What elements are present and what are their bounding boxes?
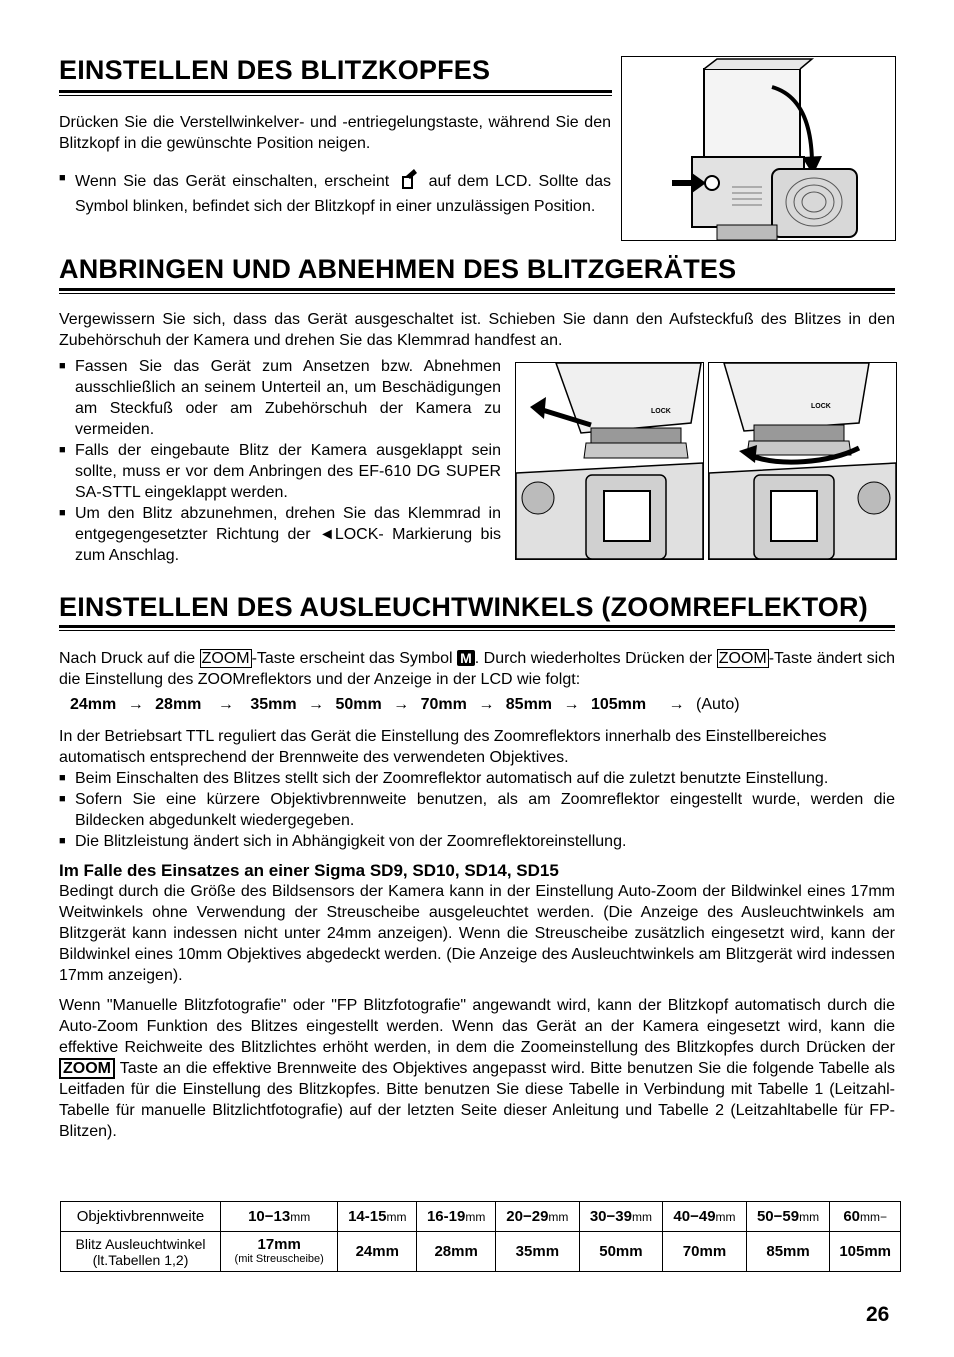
table-cell: 40−49mm [663, 1202, 747, 1232]
arrow-icon: → [217, 696, 234, 713]
zoom-step-auto: (Auto) [696, 696, 740, 713]
page-number: 26 [866, 1303, 890, 1326]
arrow-icon: → [127, 696, 144, 713]
section1-rule [59, 90, 612, 96]
zoom-key-label: ZOOM [201, 650, 250, 667]
table-cell: 85mm [746, 1232, 830, 1272]
section1-paragraph: Drücken Sie die Verstellwinkelver- und -entriegelungstaste, während Sie den Blitzkopf in die gewünschte Position neigen. [59, 114, 611, 152]
section1-bullet [59, 168, 611, 217]
table-cell: 10−13mm [221, 1202, 338, 1232]
p1-text-c: . Durch wiederholtes Drücken der [474, 650, 713, 667]
section3-body [59, 726, 895, 1142]
table-cell: 30−39mm [579, 1202, 663, 1232]
manual-m-icon: M [457, 650, 475, 666]
section1-bullet-text-a: Wenn Sie das Gerät einschalten, erscheint [75, 173, 390, 190]
table-cell: 17mm (mit Streuscheibe) [221, 1232, 338, 1272]
arrow-icon: → [308, 696, 325, 713]
table-cell: 70mm [663, 1232, 747, 1272]
section1-bullet-text-b: auf dem LCD. Sollte das Symbol blinken, befindet sich der Blitzkopf in einer unzulässigen Position. [75, 173, 612, 215]
table-cell: 14-15mm [338, 1202, 417, 1232]
section3-bullet: ■ Die Blitzleistung ändert sich in Abhängigkeit von der Zoomreflektoreinstellung. [59, 831, 895, 852]
zoom-step: 24mm [70, 696, 117, 713]
table-header-focal-length: Objektivbrennweite [61, 1202, 221, 1232]
zoom-guide-table [60, 1201, 901, 1272]
p4-text-b: Taste an die effektive Brennweite des Objektives angepasst wird. Bitte benutzen Sie die folgende Tabelle als Leitfaden für die Einstellung des Blitzkopfes. Bitte benutzen Sie diese Tabelle in Verbindung mit Tabelle 1 (Leitzahl-Tabelle für manuelle Blitzlichtfotografie) auf der letzten Seite dieser Anleitung und Tabelle 2 (Leitzahltabelle für FP-Blitzen). [59, 1060, 896, 1140]
sigma-subheading: Im Falle des Einsatzes an einer Sigma SD9, SD10, SD14, SD15 [59, 861, 559, 880]
section2-rule [59, 288, 895, 294]
table-row [61, 1232, 901, 1272]
zoom-key-label: ZOOM [718, 650, 767, 667]
table-cell: 105mm [830, 1232, 901, 1272]
section2-title: ANBRINGEN UND ABNEHMEN DES BLITZGERÄTES [59, 254, 737, 284]
arrow-icon: → [668, 696, 685, 713]
section2-bullet: ■ Fassen Sie das Gerät zum Ansetzen bzw. Abnehmen ausschließlich an seinem Unterteil an, um Beschädigungen am Steckfuß oder am Zubehörschuh der Kamera zu vermeiden. [59, 356, 501, 440]
lock-label: LOCK [811, 403, 831, 410]
section3-bullet: ■ Sofern Sie eine kürzere Objektivbrennweite benutzen, als am Zoomreflektor eingestellt wurde, werden die Bildecken abgedunkelt wiedergegeben. [59, 789, 895, 831]
arrow-icon: → [393, 696, 410, 713]
section3-bullet: ■ Beim Einschalten des Blitzes stellt sich der Zoomreflektor automatisch auf die zuletzt benutzte Einstellung. [59, 768, 895, 789]
p1-text-d: -Taste ändert sich die Einstellung des ZOOMreflektors und der Anzeige in der LCD wie folgt: [59, 650, 896, 688]
p1-text-a: Nach Druck auf die [59, 650, 196, 667]
table-cell: 16-19mm [417, 1202, 496, 1232]
section1-title: EINSTELLEN DES BLITZKOPFES [59, 55, 491, 85]
section3-paragraph1 [59, 648, 895, 690]
zoom-step: 85mm [505, 696, 553, 713]
flash-mount-lock-image [708, 362, 897, 560]
arrow-icon: → [478, 696, 495, 713]
zoom-step: 50mm [335, 696, 382, 713]
section2-paragraph: Vergewissern Sie sich, dass das Gerät ausgeschaltet ist. Schieben Sie dann den Aufsteckfuß des Blitzes in den Zubehörschuh der Kamera und drehen Sie das Klemmrad handfest an. [59, 311, 895, 349]
flash-head-tilt-image [621, 56, 896, 241]
lock-label: LOCK [651, 408, 671, 415]
section2-bullet: ■ Falls der eingebaute Blitz der Kamera ausgeklappt sein sollte, muss er vor dem Anbringen des EF-610 DG SUPER SA-STTL eingeklappt werden. [59, 440, 501, 503]
arrow-icon: → [563, 696, 580, 713]
table-cell: 20−29mm [496, 1202, 580, 1232]
table-cell: 28mm [417, 1232, 496, 1272]
zoom-step: 35mm [250, 696, 297, 713]
section3-paragraph4 [59, 995, 895, 1142]
section3-paragraph2: In der Betriebsart TTL reguliert das Gerät die Einstellung des Zoomreflektors innerhalb des Einstellbereiches automatisch entsprechend der Brennweite des verwendeten Objektives. [59, 728, 827, 766]
zoom-step: 28mm [155, 696, 202, 713]
p4-text-a: Wenn "Manuelle Blitzfotografie" oder "FP Blitzfotografie" angewandt wird, kann der Blitzkopf automatisch durch die Auto-Zoom Funktion des Blitzes eingestellt werden. Wenn das Gerät an der Kamera eingesetzt wird, kann die effektive Reichweite des Blitzlichtes erhöht werden, in dem die Zoomeinstellung des Blitzkopfes durch Drücken der [59, 997, 895, 1056]
table-cell: 50mm [579, 1232, 663, 1272]
table-cell: 35mm [496, 1232, 580, 1272]
table-cell: 60mm− [830, 1202, 901, 1232]
head-angle-warning-icon [400, 168, 418, 196]
zoom-step: 70mm [420, 696, 467, 713]
zoom-step: 105mm [590, 696, 647, 713]
zoom-sequence [70, 696, 740, 714]
section3-paragraph3: Bedingt durch die Größe des Bildsensors der Kamera kann in der Einstellung Auto-Zoom der Bildwinkel eines 17mm Weitwinkels ohne Verwendung der Streuscheibe ausgeleuchtet werden. (Die Anzeige des Ausleuchtwinkels am Blitzgerät kann indessen nicht unter 24mm anzeigen). Wenn die Streuscheibe zusätzlich eingesetzt wird, kann der Bildwinkel eines 10mm Objektives abgedeckt werden. (Die Anzeige des Ausleuchtwinkels am Blitzgerät wird indessen 17mm anzeigen). [59, 883, 895, 984]
table-cell: 24mm [338, 1232, 417, 1272]
section3-title: EINSTELLEN DES AUSLEUCHTWINKELS (ZOOMREFLEKTOR) [59, 592, 868, 622]
table-row [61, 1202, 901, 1232]
table-cell: 50−59mm [746, 1202, 830, 1232]
section2-bullet: ■ Um den Blitz abzunehmen, drehen Sie das Klemmrad in entgegengesetzter Richtung der ◄LOCK- Markierung bis zum Anschlag. [59, 503, 501, 566]
table-header-flash-angle: Blitz Ausleuchtwinkel (lt.Tabellen 1,2) [61, 1232, 221, 1272]
section3-rule [59, 625, 895, 631]
section2-bullet-list [59, 356, 501, 566]
flash-mount-attach-image [515, 362, 704, 560]
p1-text-b: -Taste erscheint das Symbol [251, 650, 453, 667]
zoom-key-label-bold: ZOOM [59, 1058, 115, 1079]
